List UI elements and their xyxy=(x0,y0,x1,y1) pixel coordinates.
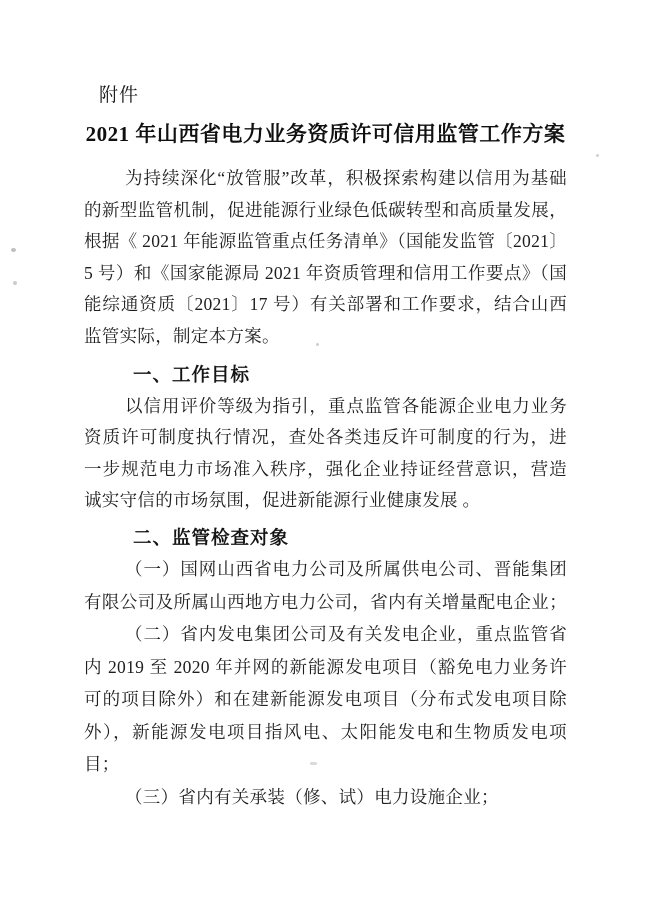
document-title: 2021 年山西省电力业务资质许可信用监管工作方案 xyxy=(85,122,566,146)
scan-speck xyxy=(13,281,17,285)
intro-line: 能综通资质〔2021〕17 号）有关部署和工作要求，结合山西 xyxy=(84,294,567,314)
section-line: （三）省内有关承装（修、试）电力设施企业； xyxy=(125,786,499,807)
section-heading-inspection-targets: 二、监管检查对象 xyxy=(133,526,290,548)
section-line: 可的项目除外）和在建新能源发电项目（分布式发电项目除 xyxy=(84,689,567,709)
section-line: 内 2019 至 2020 年并网的新能源发电项目（豁免电力业务许 xyxy=(84,656,567,677)
intro-line: 为持续深化“放管服”改革，积极探索构建以信用为基础 xyxy=(125,168,567,188)
section-line: 目； xyxy=(84,754,120,774)
section-heading-work-goals: 一、工作目标 xyxy=(133,364,251,385)
scan-speck xyxy=(11,248,16,252)
section-line: 资质许可制度执行情况，查处各类违反许可制度的行为，进 xyxy=(84,427,567,447)
attachment-label: 附件 xyxy=(99,85,140,106)
section-line: 有限公司及所属山西地方电力公司，省内有关增量配电企业； xyxy=(84,591,567,612)
section-line: 一步规范电力市场准入秩序，强化企业持证经营意识，营造 xyxy=(84,458,567,479)
intro-line: 的新型监管机制，促进能源行业绿色低碳转型和高质量发展， xyxy=(84,199,567,220)
scan-speck xyxy=(596,154,599,157)
section-line: （二）省内发电集团公司及有关发电企业，重点监管省 xyxy=(125,624,567,644)
section-line: 以信用评价等级为指引，重点监管各能源企业电力业务 xyxy=(125,395,567,416)
section-line: （一）国网山西省电力公司及所属供电公司、晋能集团 xyxy=(125,559,567,579)
intro-line: 根据《 2021 年能源监管重点任务清单》（国能发监管〔2021〕 xyxy=(84,231,567,251)
section-line: 外），新能源发电项目指风电、太阳能发电和生物质发电项 xyxy=(84,721,567,742)
section-line: 诚实守信的市场氛围，促进新能源行业健康发展 。 xyxy=(84,490,481,510)
document-content xyxy=(84,0,567,813)
document-body xyxy=(84,163,567,813)
intro-line: 5 号）和《国家能源局 2021 年资质管理和信用工作要点》（国 xyxy=(84,262,567,283)
intro-line: 监管实际，制定本方案。 xyxy=(84,325,280,346)
